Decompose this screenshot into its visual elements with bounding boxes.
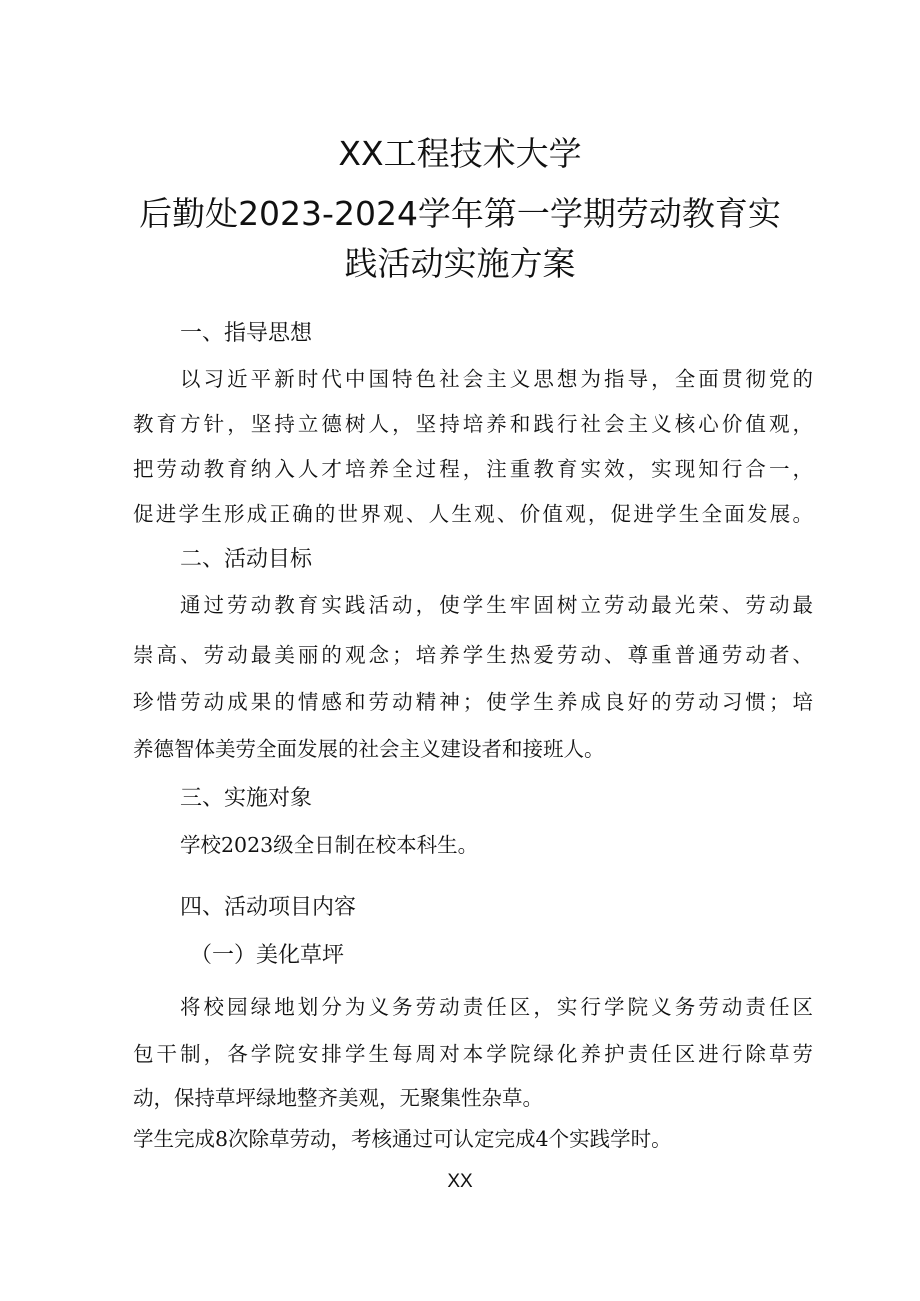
paragraph-line: 将校园绿地划分为义务劳动责任区，实行学院义务劳动责任区: [180, 995, 813, 1019]
subsection-heading-lawn: （一）美化草坪: [190, 943, 345, 968]
document-title-line-2: 后勤处2023-2024学年第一学期劳动教育实: [139, 194, 781, 233]
section-heading-guiding-ideology: 一、指导思想: [180, 321, 313, 346]
paragraph-line: 学校2023级全日制在校本科生。: [180, 833, 479, 857]
section-heading-activity-content: 四、活动项目内容: [180, 895, 357, 920]
paragraph-line: 把劳动教育纳入人才培养全过程，注重教育实效，实现知行合一，: [133, 457, 813, 481]
paragraph-line: 动，保持草坪绿地整齐美观，无聚集性杂草。: [133, 1086, 543, 1110]
section-heading-target-audience: 三、实施对象: [180, 786, 313, 811]
paragraph-line: 促进学生形成正确的世界观、人生观、价值观，促进学生全面发展。: [133, 502, 813, 526]
paragraph-line: 珍惜劳动成果的情感和劳动精神；使学生养成良好的劳动习惯；培: [133, 690, 813, 714]
paragraph-line: 养德智体美劳全面发展的社会主义建设者和接班人。: [133, 737, 605, 761]
paragraph-line: 教育方针，坚持立德树人，坚持培养和践行社会主义核心价值观，: [133, 412, 813, 436]
page-footer: XX: [447, 1171, 473, 1192]
paragraph-line: 包干制，各学院安排学生每周对本学院绿化养护责任区进行除草劳: [133, 1042, 813, 1066]
document-title-line-1: XX工程技术大学: [338, 134, 582, 173]
document-title-line-3: 践活动实施方案: [344, 244, 576, 283]
paragraph-line: 学生完成8次除草劳动，考核通过可认定完成4个实践学时。: [133, 1127, 672, 1151]
section-heading-activity-goals: 二、活动目标: [180, 547, 313, 572]
paragraph-line: 以习近平新时代中国特色社会主义思想为指导，全面贯彻党的: [180, 367, 813, 391]
paragraph-line: 崇高、劳动最美丽的观念；培养学生热爱劳动、尊重普通劳动者、: [133, 643, 813, 667]
paragraph-line: 通过劳动教育实践活动，使学生牢固树立劳动最光荣、劳动最: [180, 593, 813, 617]
